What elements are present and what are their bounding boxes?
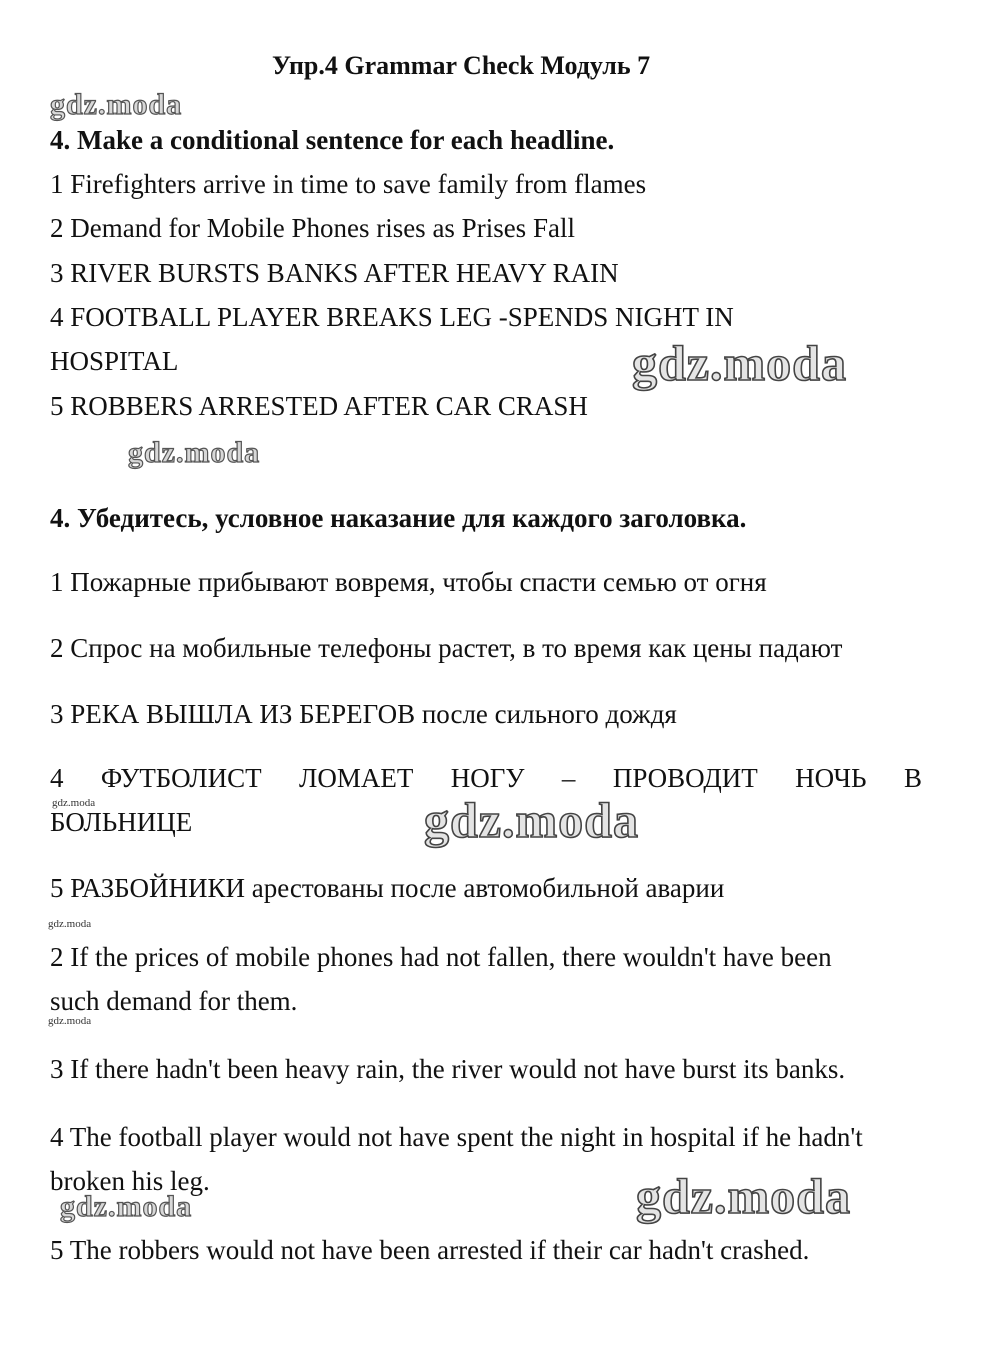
watermark-logo: gdz.moda (48, 1015, 92, 1027)
word: 4 (50, 763, 64, 793)
word: НОЧЬ (795, 763, 867, 793)
headline-item: HOSPITAL (50, 346, 179, 376)
word: ЛОМАЕТ (299, 763, 414, 793)
word: В (903, 763, 922, 793)
translation-item: 1 Пожарные прибывают вовремя, чтобы спасти семью от огня (50, 567, 767, 597)
watermark-logo: gdz.moda (48, 918, 92, 930)
headline-item: 3 RIVER BURSTS BANKS AFTER HEAVY RAIN (50, 258, 619, 288)
russian-heading: 4. Убедитесь, условное наказание для каждого заголовка. (50, 503, 747, 533)
word: НОГУ (450, 763, 525, 793)
english-heading: 4. Make a conditional sentence for each headline. (50, 125, 615, 155)
headline-item: 5 ROBBERS ARRESTED AFTER CAR CRASH (50, 391, 588, 421)
translation-item: 3 РЕКА ВЫШЛА ИЗ БЕРЕГОВ после сильного дождя (50, 699, 677, 729)
translation-item: БОЛЬНИЦЕ (50, 807, 193, 837)
page-title: Упр.4 Grammar Check Модуль 7 (272, 51, 651, 80)
answer-item: broken his leg. (50, 1166, 210, 1196)
translation-item-justified (50, 762, 922, 794)
watermark-logo: gdz.moda (60, 1190, 193, 1223)
word: ПРОВОДИТ (612, 763, 758, 793)
word: ФУТБОЛИСТ (100, 763, 262, 793)
answer-item: 3 If there hadn't been heavy rain, the river would not have burst its banks. (50, 1054, 846, 1084)
watermark-logo: gdz.moda (128, 436, 261, 469)
headline-item: 2 Demand for Mobile Phones rises as Prises Fall (50, 213, 575, 243)
translation-item: 5 РАЗБОЙНИКИ арестованы после автомобильной аварии (50, 873, 725, 903)
answer-item: 5 The robbers would not have been arrested if their car hadn't crashed. (50, 1235, 810, 1265)
answer-item: 2 If the prices of mobile phones had not fallen, there wouldn't have been (50, 942, 832, 972)
watermark-logo: gdz.moda (636, 1168, 851, 1224)
answer-item: 4 The football player would not have spent the night in hospital if he hadn't (50, 1122, 863, 1152)
watermark-logo: gdz.moda (52, 797, 96, 809)
headline-item: 4 FOOTBALL PLAYER BREAKS LEG -SPENDS NIGHT IN (50, 302, 734, 332)
watermark-logo: gdz.moda (50, 88, 183, 121)
answer-item: such demand for them. (50, 986, 298, 1016)
translation-item: 2 Спрос на мобильные телефоны растет, в то время как цены падают (50, 633, 843, 663)
watermark-logo: gdz.moda (632, 335, 847, 391)
watermark-logo: gdz.moda (424, 792, 639, 848)
headline-item: 1 Firefighters arrive in time to save family from flames (50, 169, 647, 199)
word: – (561, 763, 576, 793)
